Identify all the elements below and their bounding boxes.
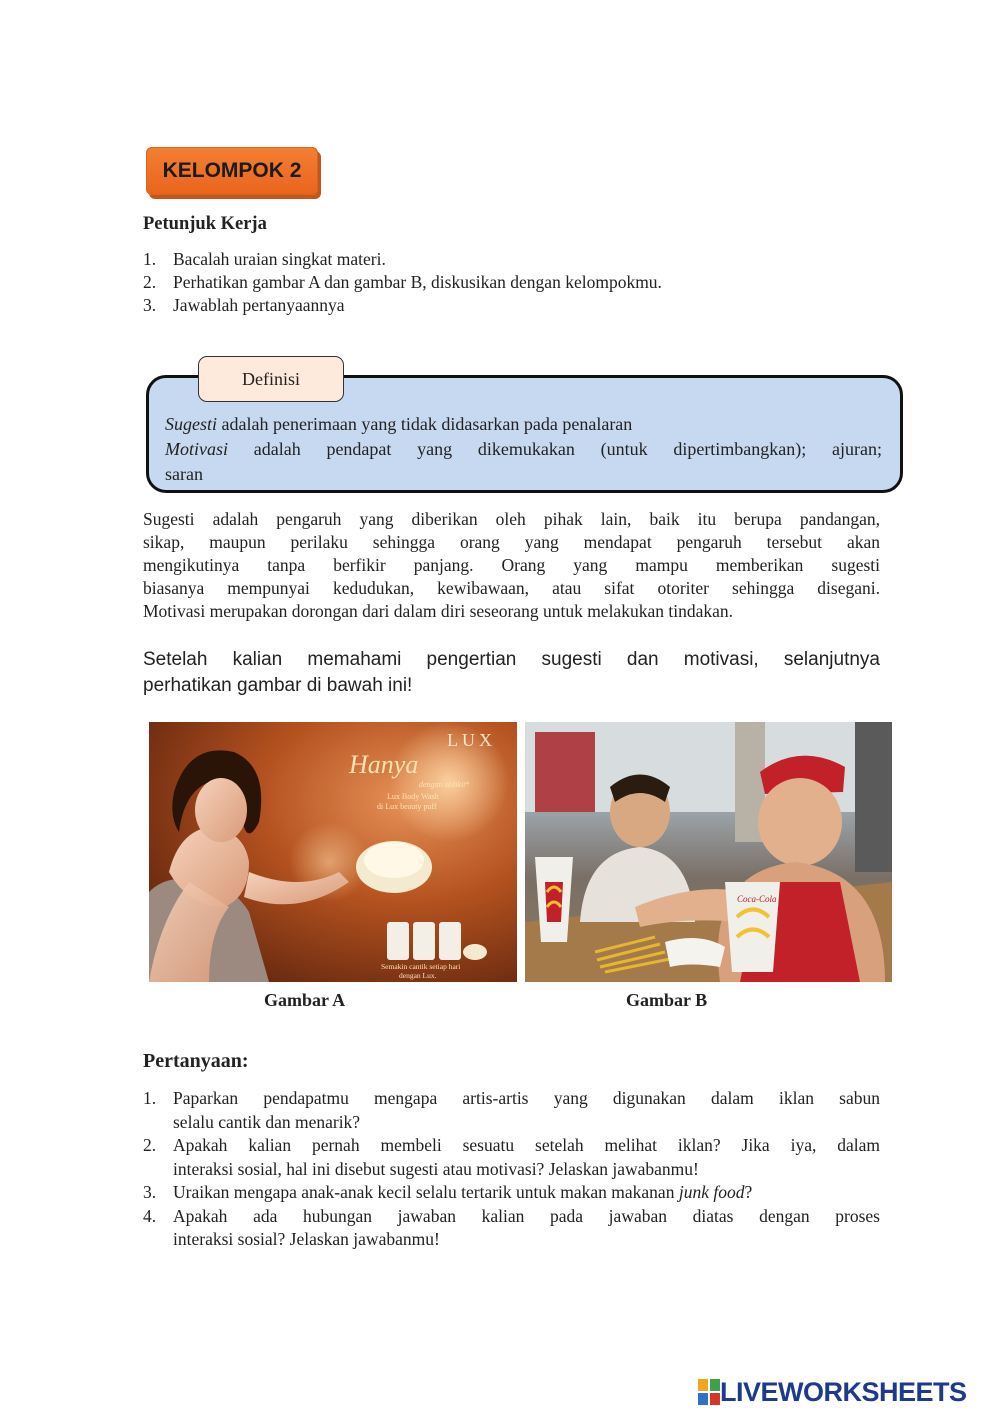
question-item: 2. Apakah kalian pernah membeli sesuatu setelah melihat iklan? Jika iya, dalam interaksi sosial, hal ini disebut sugesti atau motivasi? Jelaskan jawabanmu!	[143, 1135, 880, 1179]
intro-text: Setelah kalian memahami pengertian sugesti dan motivasi, selanjutnya perhatikan gambar di bawah ini!	[143, 649, 880, 696]
ad-tagline-2: dengan Lux.	[399, 971, 437, 980]
ad-line-3: di Lux beauty puff	[377, 802, 437, 811]
ad-tagline-1: Semakin cantik setiap hari	[381, 962, 461, 971]
ad-line-2: Lux Body Wash	[387, 792, 439, 801]
instructions-list	[143, 248, 883, 317]
ad-subtext: dengan sedikit*	[419, 780, 470, 789]
question-item: 4. Apakah ada hubungan jawaban kalian pada jawaban diatas dengan proses interaksi sosial? Jelaskan jawabanmu!	[143, 1205, 880, 1249]
ad-script-text: Hanya	[349, 750, 419, 779]
liveworksheets-logo-icon	[698, 1379, 720, 1405]
image-a-soap-ad	[149, 722, 517, 982]
cup-brand-text: Coca-Cola	[737, 894, 777, 904]
definition-motivasi-cont: saran	[165, 464, 203, 482]
questions-list	[143, 1087, 880, 1252]
lux-logo: LUX	[447, 730, 496, 750]
liveworksheets-watermark	[698, 1375, 967, 1409]
instruction-item: 2. Perhatikan gambar A dan gambar B, diskusikan dengan kelompokmu.	[143, 272, 662, 292]
definition-motivasi: Motivasi adalah pendapat yang dikemukakan (untuk dipertimbangkan); ajuran;	[165, 439, 882, 459]
watermark-text: LIVEWORKSHEETS	[720, 1376, 967, 1407]
image-b-fast-food	[525, 722, 892, 982]
explanation-paragraph: Sugesti adalah pengaruh yang diberikan oleh pihak lain, baik itu berupa pandangan, sikap, maupun perilaku sehingga orang yang mendapat pengaruh tersebut akan mengikutinya tanpa berfikir panjang. Orang yang mampu memberikan sugesti biasanya mempunyai kedudukan, kewibawaan, atau sifat otoriter sehingga disegani. Motivasi merupakan dorongan dari dalam diri seseorang untuk melakukan tindakan.	[143, 509, 880, 621]
question-item: 1. Paparkan pendapatmu mengapa artis-artis yang digunakan dalam iklan sabun selalu cantik dan menarik?	[143, 1088, 880, 1132]
caption-gambar-b: Gambar B	[626, 990, 708, 1010]
caption-gambar-a: Gambar A	[264, 990, 346, 1010]
soap-ad-illustration	[149, 722, 517, 982]
instruction-item: 3. Jawablah pertanyaannya	[143, 295, 345, 315]
definition-sugesti: Sugesti adalah penerimaan yang tidak didasarkan pada penalaran	[165, 414, 633, 434]
definition-tab: Definisi	[198, 356, 344, 402]
instructions-heading: Petunjuk Kerja	[143, 214, 267, 234]
question-item: 3. Uraikan mengapa anak-anak kecil selalu tertarik untuk makan makanan junk food?	[143, 1182, 753, 1202]
group-badge: KELOMPOK 2	[146, 147, 318, 195]
fast-food-illustration	[525, 722, 892, 982]
definition-text	[165, 412, 882, 482]
instruction-item: 1. Bacalah uraian singkat materi.	[143, 249, 386, 269]
questions-heading: Pertanyaan:	[143, 1050, 249, 1072]
